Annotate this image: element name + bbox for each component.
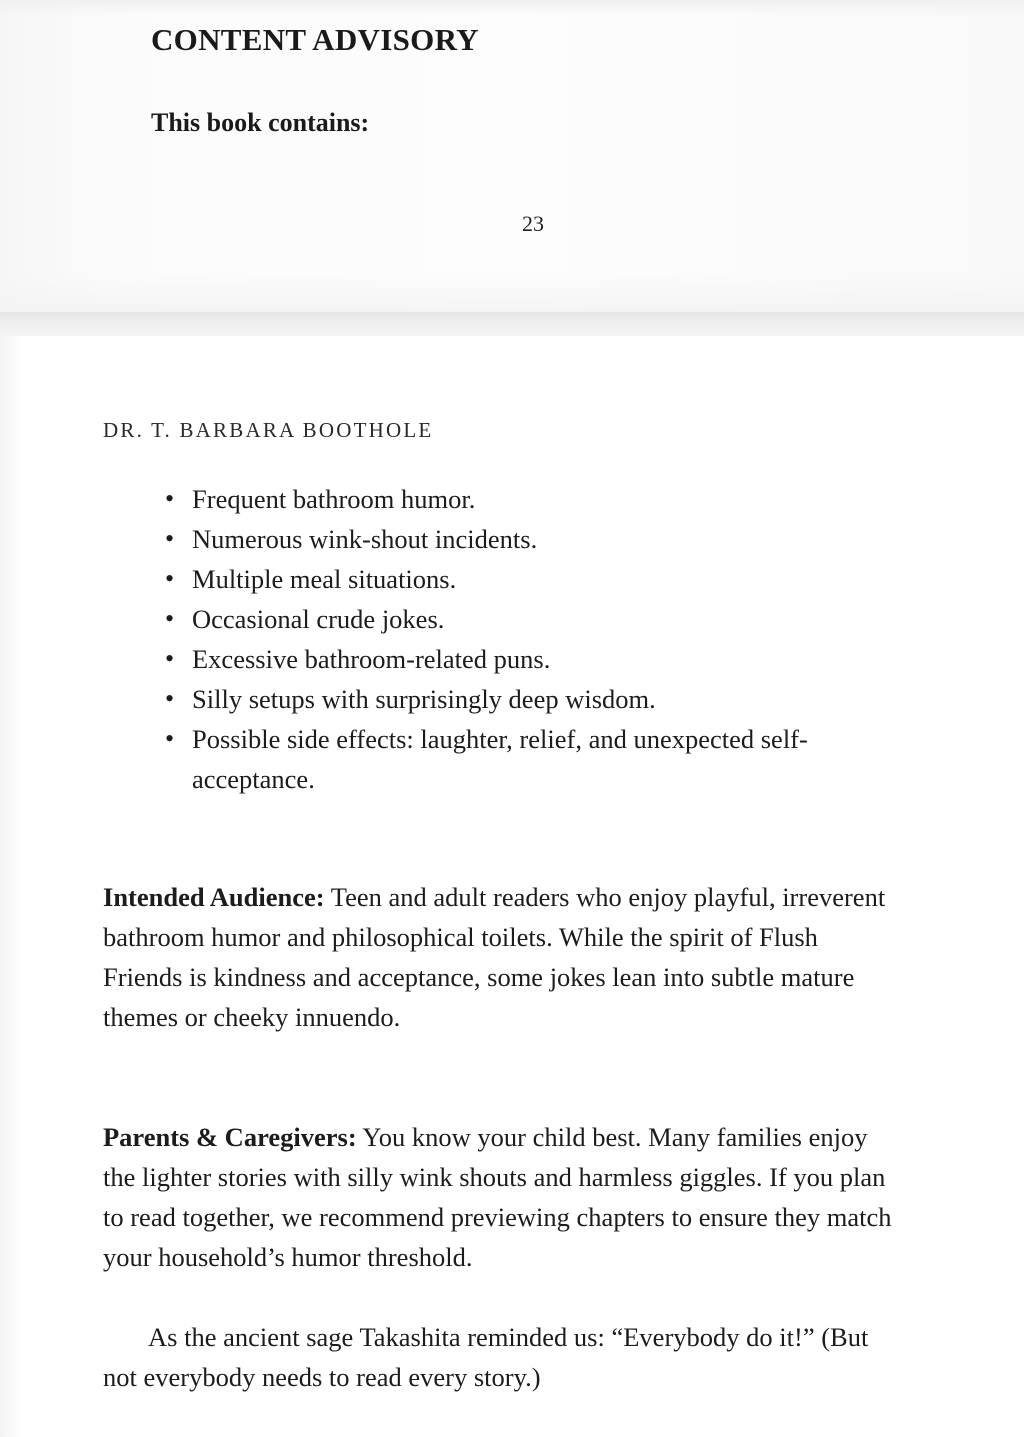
list-item — [165, 679, 892, 719]
list-item-text: Excessive bathroom-related puns. — [192, 644, 551, 674]
closing-paragraph: As the ancient sage Takashita reminded us: “Everybody do it!” (But not everybody needs to read every story.) — [103, 1322, 869, 1392]
bullet-icon: • — [165, 644, 175, 673]
running-header: DR. T. BARBARA BOOTHOLE — [103, 418, 434, 442]
audience-paragraph — [103, 877, 903, 1037]
advisory-list — [165, 479, 892, 799]
bullet-icon: • — [165, 604, 175, 633]
parents-text: You know your child best. Many families enjoy the lighter stories with silly wink shouts and harmless giggles. If you plan to read together, we recommend previewing chapters to ensure they match your household’s humor threshold. — [103, 1122, 892, 1272]
list-item — [165, 519, 892, 559]
page-title: CONTENT ADVISORY — [151, 22, 479, 57]
parents-label: Parents & Caregivers: — [103, 1122, 357, 1152]
list-item — [165, 639, 892, 679]
bullet-icon: • — [165, 564, 175, 593]
previous-page — [0, 0, 1024, 312]
list-item — [165, 599, 892, 639]
audience-text: Teen and adult readers who enjoy playful, irreverent bathroom humor and philosophical toilets. While the spirit of Flush Friends is kindness and acceptance, some jokes lean into subtle mature themes or cheeky innuendo. — [103, 882, 886, 1032]
bullet-icon: • — [165, 524, 175, 553]
bullet-icon: • — [165, 724, 175, 753]
contains-heading: This book contains: — [151, 108, 370, 137]
page-number: 23 — [522, 211, 544, 236]
list-item-text: Possible side effects: laughter, relief, and unexpected self-acceptance. — [192, 724, 808, 794]
list-item-text: Occasional crude jokes. — [192, 604, 445, 634]
page-divider — [0, 312, 1024, 336]
bullet-icon: • — [165, 684, 175, 713]
list-item — [165, 719, 892, 799]
list-item — [165, 479, 892, 519]
list-item-text: Frequent bathroom humor. — [192, 484, 476, 514]
parents-paragraph — [103, 1117, 903, 1277]
audience-label: Intended Audience: — [103, 882, 325, 912]
list-item-text: Multiple meal situations. — [192, 564, 457, 594]
list-item-text: Numerous wink-shout incidents. — [192, 524, 538, 554]
bullet-icon: • — [165, 484, 175, 513]
list-item-text: Silly setups with surprisingly deep wisdom. — [192, 684, 656, 714]
list-item — [165, 559, 892, 599]
